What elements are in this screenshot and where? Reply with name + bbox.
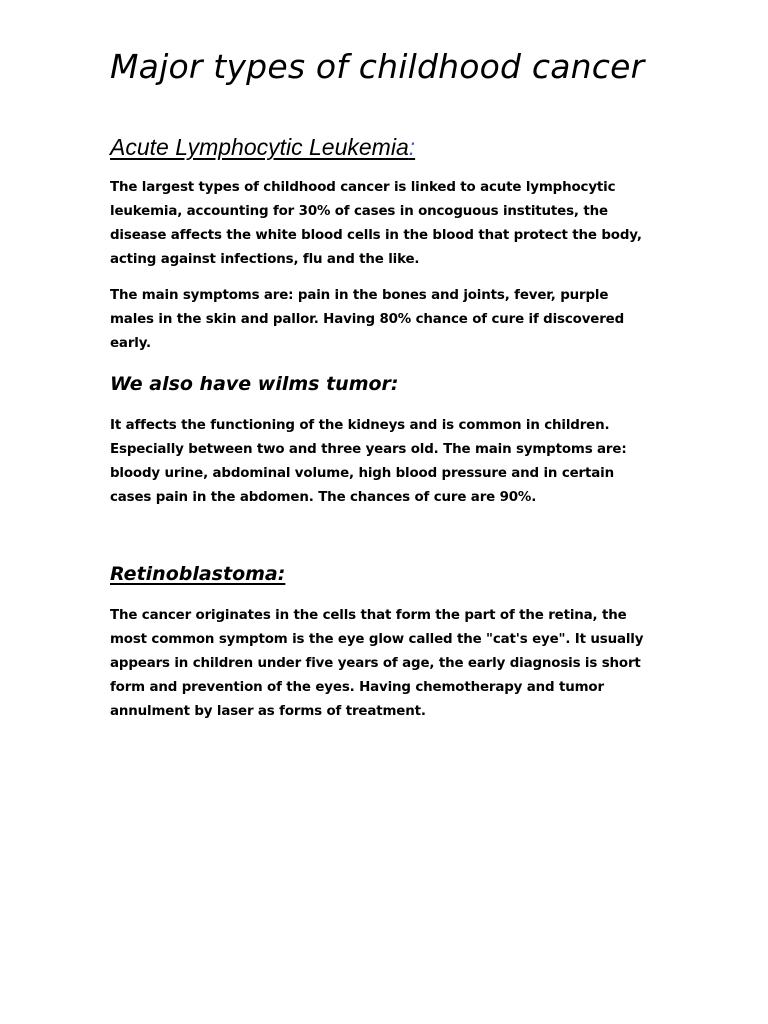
document-title: Major types of childhood cancer — [110, 47, 645, 86]
paragraph-wilms-tumor — [110, 414, 658, 510]
text-line: The cancer originates in the cells that form the part of the retina, the — [110, 608, 627, 623]
section-heading-wilms-tumor: We also have wilms tumor: — [110, 373, 399, 395]
paragraph-leukemia-overview — [110, 176, 658, 272]
text-line: The main symptoms are: pain in the bones and joints, fever, purple — [110, 288, 609, 303]
text-line: early. — [110, 336, 151, 351]
text-line: most common symptom is the eye glow called the "cat's eye". It usually — [110, 632, 644, 647]
text-line: bloody urine, abdominal volume, high blood pressure and in certain — [110, 466, 614, 481]
paragraph-leukemia-symptoms — [110, 284, 658, 356]
text-line: disease affects the white blood cells in the blood that protect the body, — [110, 228, 642, 243]
text-line: Especially between two and three years old. The main symptoms are: — [110, 442, 627, 457]
text-line: annulment by laser as forms of treatment. — [110, 704, 426, 719]
section-heading-leukemia — [110, 132, 415, 162]
text-line: leukemia, accounting for 30% of cases in oncoguous institutes, the — [110, 204, 608, 219]
text-line: The largest types of childhood cancer is linked to acute lymphocytic — [110, 180, 616, 195]
text-line: acting against infections, flu and the like. — [110, 252, 420, 267]
section-heading-leukemia-text: Acute Lymphocytic Leukemia — [110, 134, 409, 160]
section-heading-retinoblastoma: Retinoblastoma: — [110, 563, 286, 585]
text-line: cases pain in the abdomen. The chances of cure are 90%. — [110, 490, 537, 505]
text-line: form and prevention of the eyes. Having chemotherapy and tumor — [110, 680, 604, 695]
section-heading-leukemia-colon: : — [408, 134, 416, 160]
text-line: males in the skin and pallor. Having 80% chance of cure if discovered — [110, 312, 625, 327]
text-line: It affects the functioning of the kidneys and is common in children. — [110, 418, 610, 433]
text-line: appears in children under five years of age, the early diagnosis is short — [110, 656, 641, 671]
paragraph-retinoblastoma — [110, 604, 658, 724]
